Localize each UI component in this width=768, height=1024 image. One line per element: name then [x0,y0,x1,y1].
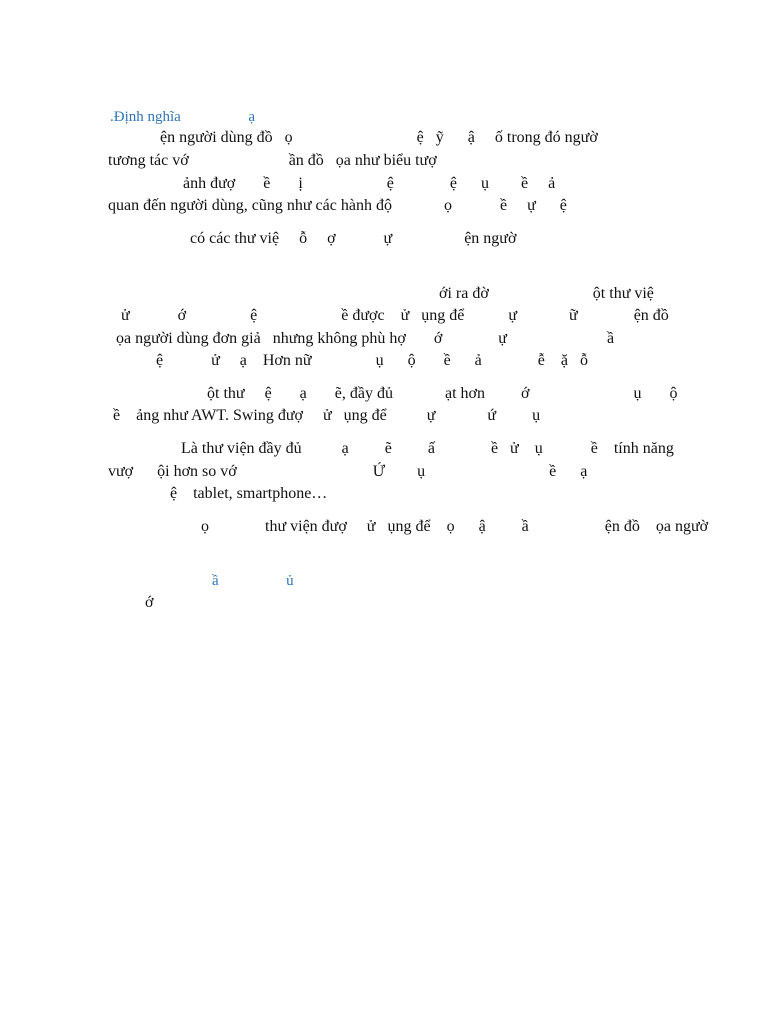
text-line: quan đến người dùng, cũng như các hành độ ọ ề ự ệ [108,197,567,214]
text-line: tương tác vớ ần đồ ọa như biểu tượ [108,152,437,169]
text-line: ọa người dùng đơn giả nhưng không phù hợ ớ ự ầ [116,330,615,347]
text-line: ệ ử ạ Hơn nữ ụ ộ ề ả ễ ặ ỗ [156,352,588,369]
text-line: ện người dùng đồ ọ ệ ỹ ậ ố trong đó ngườ [160,129,598,146]
text-line: ệ tablet, smartphone… [170,485,328,502]
text-line: ọ thư viện đượ ử ụng để ọ ậ ầ ện đồ ọa ngườ [201,518,709,535]
text-line: ột thư ệ ạ ẽ, đầy đủ ạt hơn ớ ụ ộ [207,385,678,402]
heading-definition: .Định nghĩa ạ [110,109,255,125]
text-line: vượ ội hơn so vớ Ứ ụ ề ạ [108,463,588,480]
text-line: ảnh đượ ề ị ệ ệ ụ ề ả [183,175,556,192]
text-line: ới ra đờ ột thư việ [439,285,654,302]
text-line: ề ảng như AWT. Swing đượ ử ụng để ự ứ ụ [113,407,541,424]
text-line: có các thư việ ỗ ợ ự ện ngườ [190,230,517,247]
heading-section: ầ ủ [212,573,294,589]
text-line: ớ [145,594,154,611]
text-line: Là thư viện đầy đủ ạ ẽ ấ ề ử ụ ề tính năng [181,440,674,457]
text-line: ử ớ ệ ề được ử ụng để ự ữ ện đồ [121,307,669,324]
